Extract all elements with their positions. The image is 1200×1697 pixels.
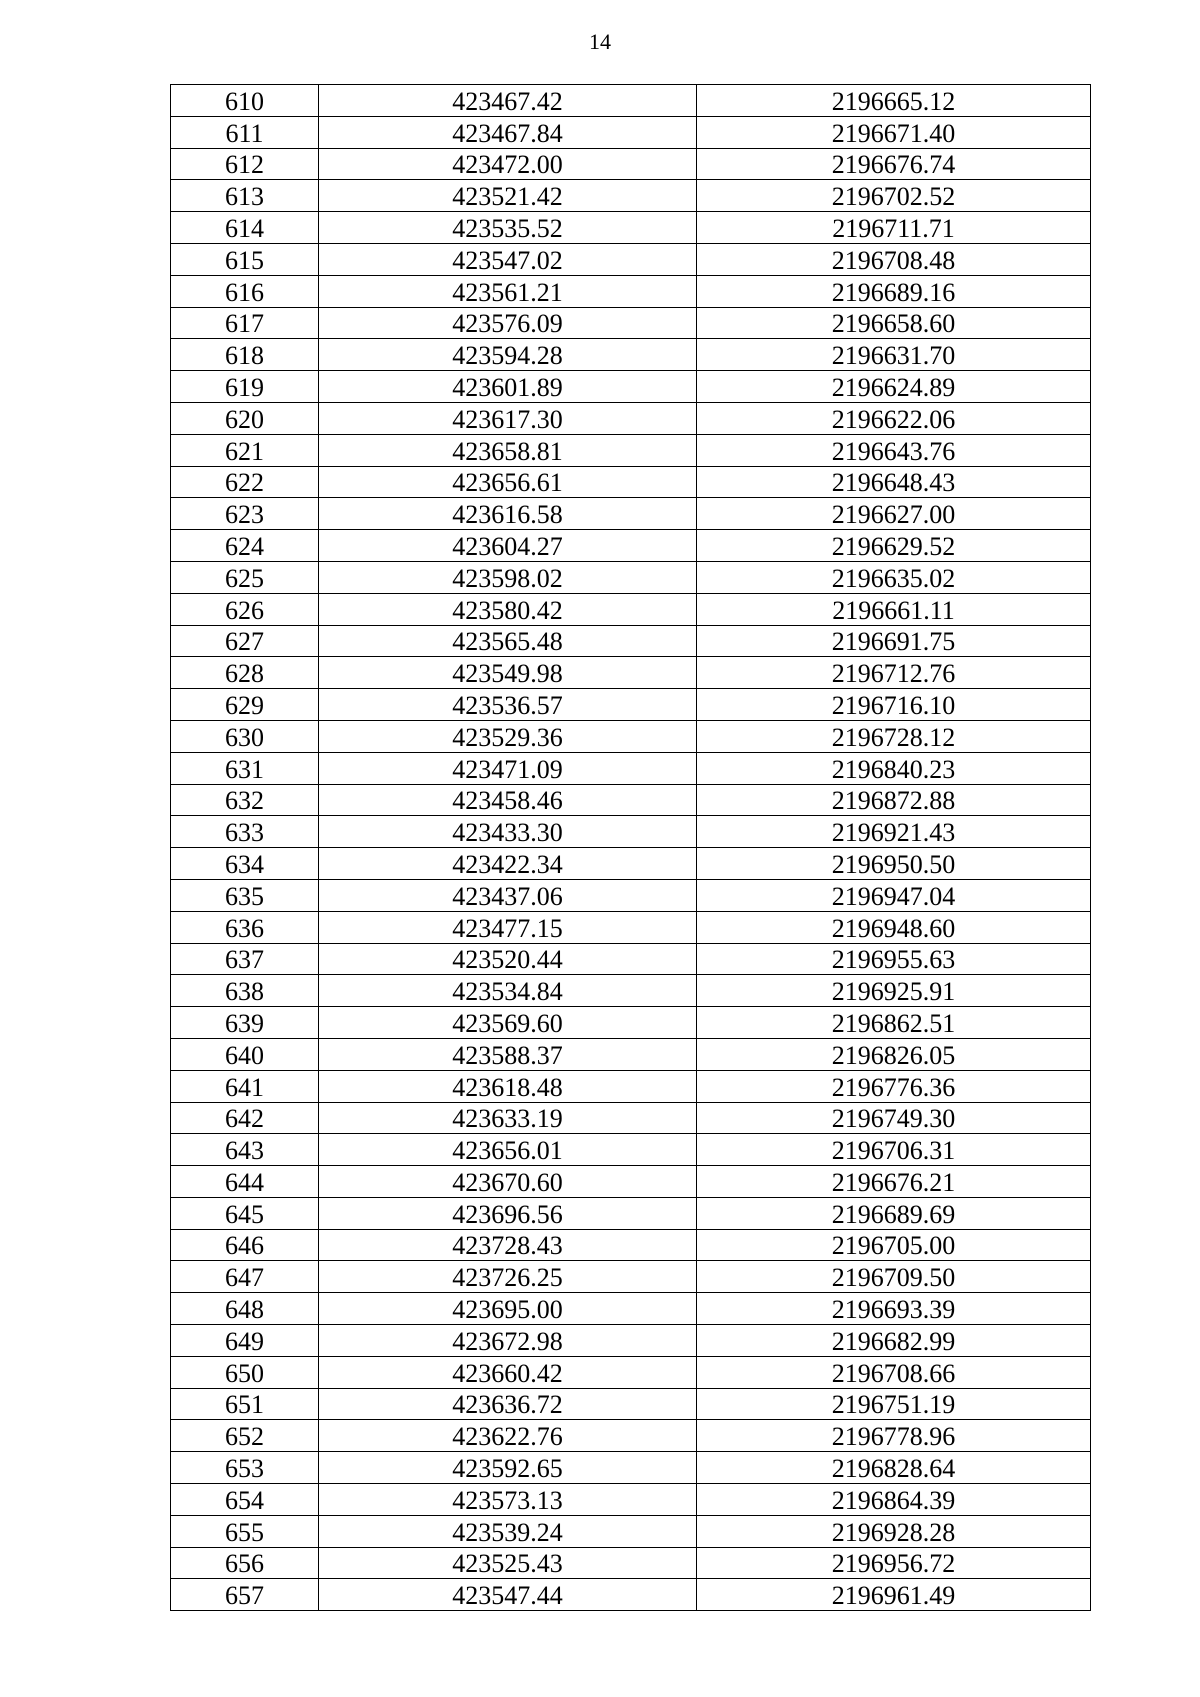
x-coordinate-cell: 423472.00: [319, 148, 697, 180]
point-number-cell: 629: [171, 689, 319, 721]
y-coordinate-cell: 2196948.60: [697, 911, 1091, 943]
point-number-cell: 655: [171, 1515, 319, 1547]
point-number-cell: 623: [171, 498, 319, 530]
x-coordinate-cell: 423547.02: [319, 243, 697, 275]
point-number-cell: 634: [171, 848, 319, 880]
x-coordinate-cell: 423539.24: [319, 1515, 697, 1547]
point-number-cell: 646: [171, 1229, 319, 1261]
point-number-cell: 624: [171, 530, 319, 562]
x-coordinate-cell: 423616.58: [319, 498, 697, 530]
y-coordinate-cell: 2196708.66: [697, 1356, 1091, 1388]
point-number-cell: 647: [171, 1261, 319, 1293]
x-coordinate-cell: 423525.43: [319, 1547, 697, 1579]
x-coordinate-cell: 423598.02: [319, 561, 697, 593]
table-row: [171, 180, 1091, 212]
x-coordinate-cell: 423520.44: [319, 943, 697, 975]
table-row: [171, 498, 1091, 530]
point-number-cell: 636: [171, 911, 319, 943]
table-row: [171, 848, 1091, 880]
table-row: [171, 1325, 1091, 1357]
y-coordinate-cell: 2196728.12: [697, 720, 1091, 752]
coordinates-table-body: [171, 85, 1091, 1611]
x-coordinate-cell: 423477.15: [319, 911, 697, 943]
y-coordinate-cell: 2196624.89: [697, 371, 1091, 403]
point-number-cell: 627: [171, 625, 319, 657]
table-row: [171, 1102, 1091, 1134]
table-row: [171, 752, 1091, 784]
y-coordinate-cell: 2196702.52: [697, 180, 1091, 212]
table-row: [171, 1579, 1091, 1611]
y-coordinate-cell: 2196925.91: [697, 975, 1091, 1007]
table-row: [171, 1134, 1091, 1166]
table-row: [171, 1038, 1091, 1070]
y-coordinate-cell: 2196648.43: [697, 466, 1091, 498]
point-number-cell: 653: [171, 1452, 319, 1484]
point-number-cell: 645: [171, 1197, 319, 1229]
y-coordinate-cell: 2196709.50: [697, 1261, 1091, 1293]
x-coordinate-cell: 423660.42: [319, 1356, 697, 1388]
table-row: [171, 148, 1091, 180]
y-coordinate-cell: 2196947.04: [697, 879, 1091, 911]
point-number-cell: 641: [171, 1070, 319, 1102]
y-coordinate-cell: 2196840.23: [697, 752, 1091, 784]
x-coordinate-cell: 423670.60: [319, 1166, 697, 1198]
x-coordinate-cell: 423535.52: [319, 212, 697, 244]
y-coordinate-cell: 2196627.00: [697, 498, 1091, 530]
x-coordinate-cell: 423458.46: [319, 784, 697, 816]
point-number-cell: 643: [171, 1134, 319, 1166]
x-coordinate-cell: 423604.27: [319, 530, 697, 562]
table-row: [171, 784, 1091, 816]
point-number-cell: 628: [171, 657, 319, 689]
table-row: [171, 1229, 1091, 1261]
y-coordinate-cell: 2196658.60: [697, 307, 1091, 339]
table-row: [171, 402, 1091, 434]
point-number-cell: 626: [171, 593, 319, 625]
x-coordinate-cell: 423549.98: [319, 657, 697, 689]
y-coordinate-cell: 2196643.76: [697, 434, 1091, 466]
point-number-cell: 635: [171, 879, 319, 911]
x-coordinate-cell: 423471.09: [319, 752, 697, 784]
y-coordinate-cell: 2196955.63: [697, 943, 1091, 975]
y-coordinate-cell: 2196691.75: [697, 625, 1091, 657]
x-coordinate-cell: 423536.57: [319, 689, 697, 721]
table-row: [171, 1007, 1091, 1039]
x-coordinate-cell: 423726.25: [319, 1261, 697, 1293]
point-number-cell: 615: [171, 243, 319, 275]
x-coordinate-cell: 423467.42: [319, 85, 697, 117]
y-coordinate-cell: 2196716.10: [697, 689, 1091, 721]
table-row: [171, 466, 1091, 498]
point-number-cell: 610: [171, 85, 319, 117]
y-coordinate-cell: 2196665.12: [697, 85, 1091, 117]
x-coordinate-cell: 423565.48: [319, 625, 697, 657]
x-coordinate-cell: 423534.84: [319, 975, 697, 1007]
table-row: [171, 1293, 1091, 1325]
point-number-cell: 625: [171, 561, 319, 593]
table-row: [171, 657, 1091, 689]
x-coordinate-cell: 423592.65: [319, 1452, 697, 1484]
y-coordinate-cell: 2196928.28: [697, 1515, 1091, 1547]
x-coordinate-cell: 423618.48: [319, 1070, 697, 1102]
x-coordinate-cell: 423422.34: [319, 848, 697, 880]
point-number-cell: 619: [171, 371, 319, 403]
x-coordinate-cell: 423576.09: [319, 307, 697, 339]
point-number-cell: 644: [171, 1166, 319, 1198]
point-number-cell: 652: [171, 1420, 319, 1452]
y-coordinate-cell: 2196676.21: [697, 1166, 1091, 1198]
point-number-cell: 614: [171, 212, 319, 244]
y-coordinate-cell: 2196622.06: [697, 402, 1091, 434]
table-row: [171, 1356, 1091, 1388]
table-row: [171, 371, 1091, 403]
table-row: [171, 434, 1091, 466]
coordinates-table: [170, 84, 1091, 1611]
x-coordinate-cell: 423433.30: [319, 816, 697, 848]
x-coordinate-cell: 423437.06: [319, 879, 697, 911]
y-coordinate-cell: 2196631.70: [697, 339, 1091, 371]
x-coordinate-cell: 423529.36: [319, 720, 697, 752]
point-number-cell: 611: [171, 116, 319, 148]
y-coordinate-cell: 2196862.51: [697, 1007, 1091, 1039]
y-coordinate-cell: 2196629.52: [697, 530, 1091, 562]
point-number-cell: 620: [171, 402, 319, 434]
y-coordinate-cell: 2196711.71: [697, 212, 1091, 244]
table-row: [171, 879, 1091, 911]
table-row: [171, 85, 1091, 117]
y-coordinate-cell: 2196708.48: [697, 243, 1091, 275]
point-number-cell: 649: [171, 1325, 319, 1357]
x-coordinate-cell: 423467.84: [319, 116, 697, 148]
point-number-cell: 632: [171, 784, 319, 816]
point-number-cell: 612: [171, 148, 319, 180]
y-coordinate-cell: 2196712.76: [697, 657, 1091, 689]
table-row: [171, 561, 1091, 593]
x-coordinate-cell: 423633.19: [319, 1102, 697, 1134]
y-coordinate-cell: 2196956.72: [697, 1547, 1091, 1579]
table-row: [171, 307, 1091, 339]
table-row: [171, 720, 1091, 752]
table-row: [171, 943, 1091, 975]
x-coordinate-cell: 423695.00: [319, 1293, 697, 1325]
table-row: [171, 1452, 1091, 1484]
point-number-cell: 640: [171, 1038, 319, 1070]
y-coordinate-cell: 2196751.19: [697, 1388, 1091, 1420]
table-row: [171, 593, 1091, 625]
x-coordinate-cell: 423561.21: [319, 275, 697, 307]
point-number-cell: 642: [171, 1102, 319, 1134]
y-coordinate-cell: 2196661.11: [697, 593, 1091, 625]
point-number-cell: 633: [171, 816, 319, 848]
point-number-cell: 654: [171, 1484, 319, 1516]
point-number-cell: 618: [171, 339, 319, 371]
point-number-cell: 657: [171, 1579, 319, 1611]
y-coordinate-cell: 2196872.88: [697, 784, 1091, 816]
point-number-cell: 616: [171, 275, 319, 307]
point-number-cell: 651: [171, 1388, 319, 1420]
table-row: [171, 1515, 1091, 1547]
x-coordinate-cell: 423594.28: [319, 339, 697, 371]
y-coordinate-cell: 2196826.05: [697, 1038, 1091, 1070]
point-number-cell: 656: [171, 1547, 319, 1579]
x-coordinate-cell: 423580.42: [319, 593, 697, 625]
x-coordinate-cell: 423573.13: [319, 1484, 697, 1516]
y-coordinate-cell: 2196706.31: [697, 1134, 1091, 1166]
y-coordinate-cell: 2196864.39: [697, 1484, 1091, 1516]
point-number-cell: 637: [171, 943, 319, 975]
point-number-cell: 622: [171, 466, 319, 498]
table-row: [171, 275, 1091, 307]
x-coordinate-cell: 423617.30: [319, 402, 697, 434]
table-row: [171, 975, 1091, 1007]
y-coordinate-cell: 2196689.16: [697, 275, 1091, 307]
point-number-cell: 639: [171, 1007, 319, 1039]
x-coordinate-cell: 423636.72: [319, 1388, 697, 1420]
x-coordinate-cell: 423521.42: [319, 180, 697, 212]
x-coordinate-cell: 423569.60: [319, 1007, 697, 1039]
y-coordinate-cell: 2196671.40: [697, 116, 1091, 148]
table-row: [171, 689, 1091, 721]
x-coordinate-cell: 423547.44: [319, 1579, 697, 1611]
point-number-cell: 648: [171, 1293, 319, 1325]
y-coordinate-cell: 2196950.50: [697, 848, 1091, 880]
table-row: [171, 1547, 1091, 1579]
table-row: [171, 911, 1091, 943]
x-coordinate-cell: 423601.89: [319, 371, 697, 403]
y-coordinate-cell: 2196921.43: [697, 816, 1091, 848]
y-coordinate-cell: 2196635.02: [697, 561, 1091, 593]
table-row: [171, 116, 1091, 148]
point-number-cell: 621: [171, 434, 319, 466]
point-number-cell: 650: [171, 1356, 319, 1388]
x-coordinate-cell: 423588.37: [319, 1038, 697, 1070]
y-coordinate-cell: 2196689.69: [697, 1197, 1091, 1229]
table-row: [171, 816, 1091, 848]
table-row: [171, 212, 1091, 244]
x-coordinate-cell: 423696.56: [319, 1197, 697, 1229]
y-coordinate-cell: 2196682.99: [697, 1325, 1091, 1357]
table-row: [171, 530, 1091, 562]
table-row: [171, 1484, 1091, 1516]
point-number-cell: 617: [171, 307, 319, 339]
table-row: [171, 1070, 1091, 1102]
table-row: [171, 339, 1091, 371]
point-number-cell: 638: [171, 975, 319, 1007]
x-coordinate-cell: 423728.43: [319, 1229, 697, 1261]
table-row: [171, 1197, 1091, 1229]
table-row: [171, 1166, 1091, 1198]
y-coordinate-cell: 2196778.96: [697, 1420, 1091, 1452]
table-row: [171, 1388, 1091, 1420]
point-number-cell: 630: [171, 720, 319, 752]
y-coordinate-cell: 2196776.36: [697, 1070, 1091, 1102]
y-coordinate-cell: 2196961.49: [697, 1579, 1091, 1611]
table-row: [171, 1420, 1091, 1452]
x-coordinate-cell: 423656.01: [319, 1134, 697, 1166]
page-number: 14: [589, 29, 611, 54]
y-coordinate-cell: 2196676.74: [697, 148, 1091, 180]
y-coordinate-cell: 2196749.30: [697, 1102, 1091, 1134]
x-coordinate-cell: 423672.98: [319, 1325, 697, 1357]
table-row: [171, 625, 1091, 657]
table-row: [171, 1261, 1091, 1293]
point-number-cell: 613: [171, 180, 319, 212]
x-coordinate-cell: 423656.61: [319, 466, 697, 498]
y-coordinate-cell: 2196705.00: [697, 1229, 1091, 1261]
table-row: [171, 243, 1091, 275]
point-number-cell: 631: [171, 752, 319, 784]
y-coordinate-cell: 2196693.39: [697, 1293, 1091, 1325]
x-coordinate-cell: 423658.81: [319, 434, 697, 466]
y-coordinate-cell: 2196828.64: [697, 1452, 1091, 1484]
x-coordinate-cell: 423622.76: [319, 1420, 697, 1452]
